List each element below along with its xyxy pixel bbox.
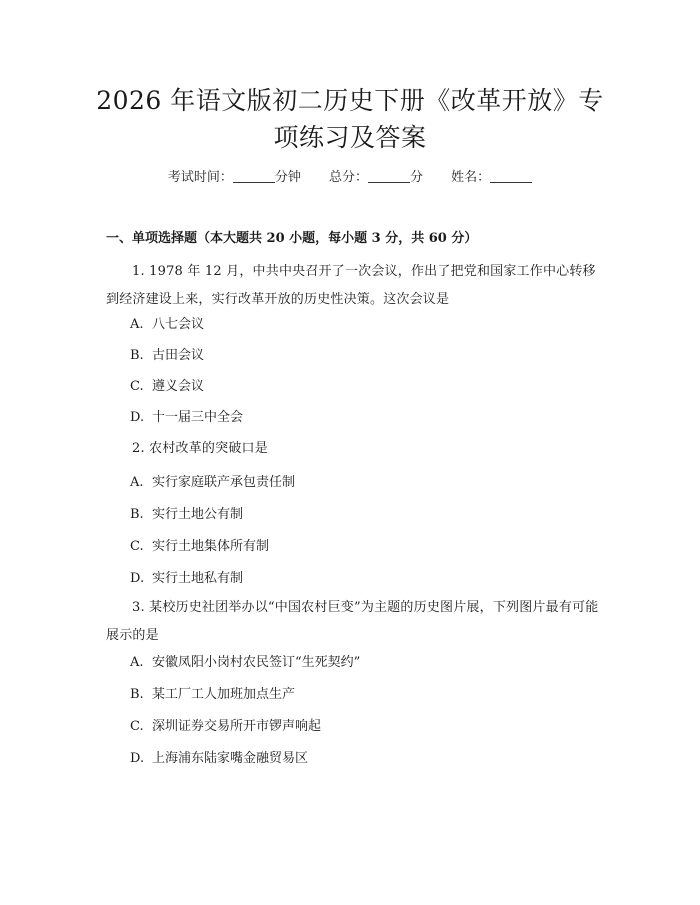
question-1-option-a — [130, 315, 204, 335]
question-3-option-b — [130, 685, 295, 705]
option-letter: A. — [130, 655, 144, 670]
question-3-stem: 3. 某校历史社团举办以“中国农村巨变”为主题的历史图片展，下列图片最有可能展示的是 — [106, 600, 599, 643]
name-label: 姓名： — [451, 170, 491, 185]
question-3-option-a — [130, 653, 360, 673]
option-letter: B. — [130, 687, 144, 702]
option-text: 某工厂工人加班加点生产 — [152, 687, 296, 702]
option-text: 实行土地公有制 — [152, 507, 244, 522]
question-2-option-c — [130, 537, 269, 557]
total-score-field — [329, 168, 423, 188]
option-letter: A. — [130, 475, 144, 490]
option-text: 上海浦东陆家嘴金融贸易区 — [152, 751, 309, 766]
option-text: 深圳证券交易所开市锣声响起 — [152, 719, 322, 734]
option-text: 实行土地私有制 — [152, 571, 244, 586]
page-title-line2: 项练习及答案 — [273, 123, 427, 152]
option-letter: D. — [130, 410, 145, 425]
question-3-option-c — [130, 717, 321, 737]
name-blank — [490, 168, 532, 183]
total-score-unit: 分 — [410, 170, 424, 185]
option-letter: B. — [130, 348, 144, 363]
question-1-option-b — [130, 346, 204, 366]
option-text: 实行家庭联产承包责任制 — [152, 475, 296, 490]
option-letter: D. — [130, 751, 145, 766]
question-2-option-a — [130, 473, 295, 493]
question-2-option-d — [130, 569, 243, 589]
exam-time-blank — [233, 168, 275, 183]
exam-time-field — [168, 168, 301, 188]
option-text: 实行土地集体所有制 — [152, 539, 270, 554]
option-text: 十一届三中全会 — [152, 410, 244, 425]
question-1-option-d — [130, 408, 243, 428]
name-field — [451, 168, 532, 188]
question-3-option-d — [130, 749, 308, 769]
question-2-stem: 2. 农村改革的突破口是 — [132, 441, 268, 456]
total-score-blank — [368, 168, 410, 183]
page-title-line1: 2026 年语文版初二历史下册《改革开放》专 — [96, 86, 604, 115]
question-1-stem: 1. 1978 年 12 月，中共中央召开了一次会议，作出了把党和国家工作中心转移到经济建设上来，实行改革开放的历史性决策。这次会议是 — [106, 264, 596, 307]
option-letter: A. — [130, 317, 144, 332]
exam-meta — [0, 168, 700, 188]
option-text: 八七会议 — [152, 317, 205, 332]
option-letter: C. — [130, 539, 144, 554]
question-1-option-c — [130, 377, 204, 397]
exam-time-unit: 分钟 — [274, 170, 301, 185]
total-score-label: 总分： — [328, 170, 368, 185]
exam-time-label: 考试时间： — [167, 170, 233, 185]
option-letter: D. — [130, 571, 145, 586]
option-letter: B. — [130, 507, 144, 522]
option-text: 古田会议 — [152, 348, 205, 363]
option-text: 安徽凤阳小岗村农民签订“生死契约” — [152, 655, 361, 670]
question-2-option-b — [130, 505, 243, 525]
section-heading: 一、单项选择题（本大题共 20 小题，每小题 3 分，共 60 分） — [106, 231, 478, 246]
option-text: 遵义会议 — [152, 379, 205, 394]
option-letter: C. — [130, 719, 144, 734]
option-letter: C. — [130, 379, 144, 394]
